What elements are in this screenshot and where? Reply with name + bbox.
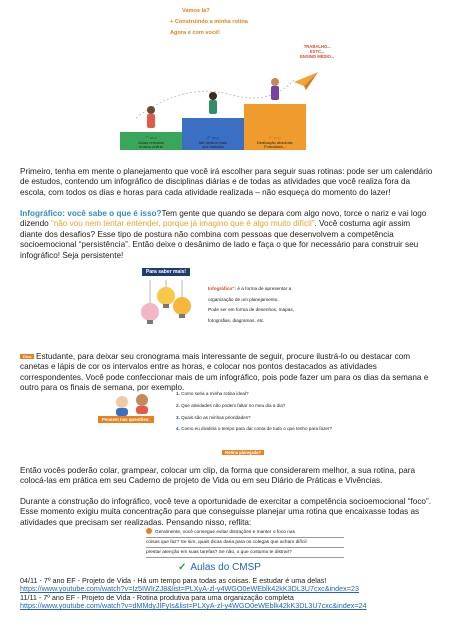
future-label-3: ENSINO MÉDIO... [300, 54, 335, 59]
question-item [176, 388, 332, 400]
question-text: Como eu dividiria o tempo para dar conta de tudo o que tenho para fazer? [181, 426, 333, 432]
bullet-icon [146, 528, 152, 534]
questions-box [96, 388, 396, 458]
year-7-line-1: Aulas remotas [138, 139, 164, 145]
reflection-line [146, 528, 344, 538]
lesson-link-1[interactable]: https://www.youtube.com/watch?v=Iz5IWIrZJ8&list=PLXyA-zl-y4WGO0eWEblk42kK3DL3U7cxc&index=23 [20, 585, 359, 593]
checkmark-icon: ✓ [178, 562, 187, 573]
aulas-heading-text: Aulas do CMSP [190, 562, 261, 573]
reflection-text-2: coisas que faz? Se sim, quais dicas daria para os colegas que acham difícil [146, 540, 307, 545]
year-7-line-2: ensino online [139, 144, 163, 150]
definition-line-1 [208, 284, 294, 295]
definition-text-1: é a forma de apresentar a [236, 286, 292, 291]
questions-list [176, 388, 332, 435]
question-text: Quais são as minhas prioridades? [181, 414, 251, 420]
year-9-title: 9º ano [269, 135, 281, 140]
thinking-people-icon [116, 394, 148, 416]
question-text: Que atividades não podem faltar no meu dia a dia? [181, 402, 286, 408]
reflection-text-3: prestar atenção em suas tarefas? Se não, o que costuma te distrair? [146, 550, 292, 555]
question-item [176, 400, 332, 412]
infographic-line-2: + Construindo a minha rotina [170, 19, 248, 25]
reflection-line [146, 548, 344, 558]
infographic-line-1: Vamos lá? [182, 8, 210, 14]
year-8-line-1: Me dedica mais [198, 139, 227, 145]
year-9-line-2: Formatura... [264, 144, 286, 150]
future-label-1: TRABALHO... [303, 44, 331, 49]
lightbulb-icon [141, 280, 191, 324]
question-number: 3. [176, 414, 180, 420]
lesson-link-1-row [20, 585, 440, 594]
definition-key: Infográfico": [208, 286, 237, 291]
infographic-paragraph [20, 209, 434, 261]
para-saber-mais-box [114, 266, 358, 352]
lesson-line-1: 04/11 - 7º ano EF - Projeto de Vida - Há um tempo para todas as coisas. E estudar é uma delas! [20, 577, 327, 585]
lesson-link-2-row [20, 602, 440, 611]
questions-label: Pensem nas questões: [98, 416, 154, 423]
colar-paragraph: Então vocês poderão colar, grampear, colocar um clip, da forma que considerarem melhor, a sua rotina, para colocá-las em prática em seu Caderno de projeto de Vida ou em seu Diário de Práticas e Vivências. [20, 466, 416, 486]
reflection-line [146, 538, 344, 548]
year-8-line-2: aos estudos [202, 144, 224, 150]
year-8-title: 8º ano [207, 135, 219, 140]
year-7-title: 7º ano [145, 135, 157, 140]
para-saber-mais-header: Para saber mais! [142, 268, 190, 276]
dica-tag: Dica [20, 354, 34, 359]
future-label-2: ESTC... [309, 49, 325, 54]
year-9-caption [246, 136, 304, 150]
question-item [176, 423, 332, 435]
year-9-line-1: Dedicação absoluta; [256, 139, 294, 145]
reflection-text-1: Geralmente, você consegue evitar distrações e manter o foco nas [155, 530, 295, 535]
year-7-caption [122, 136, 180, 150]
infographic-line-3: Agora é com você! [170, 30, 221, 36]
question-number: 1. [176, 391, 180, 396]
dica-paragraph: Estudante, para deixar seu cronograma mais interessante de seguir, procure ilustrá-lo ou destacar com canetas e lápis de cor os intervalos entre as horas, e colocar nos pontos destacados as atividades correspondentes. Você pode confeccionar mais de um infográfico, pois pode fazer um para os dias da semana e outro para os finais de semana, por exemplo. [20, 352, 429, 393]
top-infographic [96, 0, 360, 160]
paper-plane-icon [294, 72, 318, 90]
foco-paragraph: Durante a construção do infográfico, você teve a oportunidade de exercitar a competência socioemocional “foco”. Esse momento exigiu muita concentração para que conseguisse planejar uma rotina que encaixasse todas as atividades que precisam ser realizadas. Pensando nisso, reflita: [20, 497, 431, 527]
infographic-question: Infográfico: você sabe o que é isso? [20, 209, 162, 218]
infographic-definition [208, 284, 294, 326]
question-text: Como seria a minha rotina ideal? [181, 391, 249, 396]
lesson-link-2[interactable]: https://www.youtube.com/watch?v=dMMdyJlFyIs&list=PLXyA-zl-y4WGO0eWEblk42kK3DL3U7cxc&index=24 [20, 602, 367, 610]
lesson-line-2: 11/11 - 7º ano EF - Projeto de Vida - Rotina produtiva para uma organização completa [20, 594, 294, 602]
question-number: 4. [176, 426, 180, 432]
infographic-text-b: . Você costuma agir assim diante dos desafios? Esse tipo de postura não combina com pessoas que desenvolvem a competência socioemocional “persistência”. Então deixe o desânimo de lado e faça o que for necessário para construir seu infográfico! Seja persistente! [20, 219, 419, 260]
intro-paragraph: Primeiro, tenha em mente o planejamento que você irá escolher para seguir suas rotinas: pode ser um calendário de estudos, contendo um infográfico de disciplinas diárias e de todas as atividades que você realiza fora da escola, com todos os dias e horas para cada atividade realizada – não esqueça do momento do lazer! [20, 167, 433, 197]
reflection-box [146, 528, 344, 558]
definition-line-2: organização de um planejamento. [208, 296, 279, 302]
definition-line-3: Pode ser em forma de desenhos, mapas, [208, 307, 294, 312]
definition-line-4: fotografias, diagramas, etc. [208, 317, 265, 323]
question-item [176, 412, 332, 424]
infographic-text-a: Tem gente que quando se depara com algo novo, torce o nariz e vai logo dizendo [20, 209, 427, 229]
question-number: 2. [176, 402, 180, 408]
rotina-planejada-tag: Rotina planejada? [222, 450, 264, 455]
people-thinking-illustration [100, 388, 170, 448]
aulas-heading [178, 562, 261, 573]
infographic-quote: “não vou nem tentar entender, porque já imagino que é algo muito difícil” [50, 219, 315, 229]
year-8-caption [184, 136, 242, 150]
